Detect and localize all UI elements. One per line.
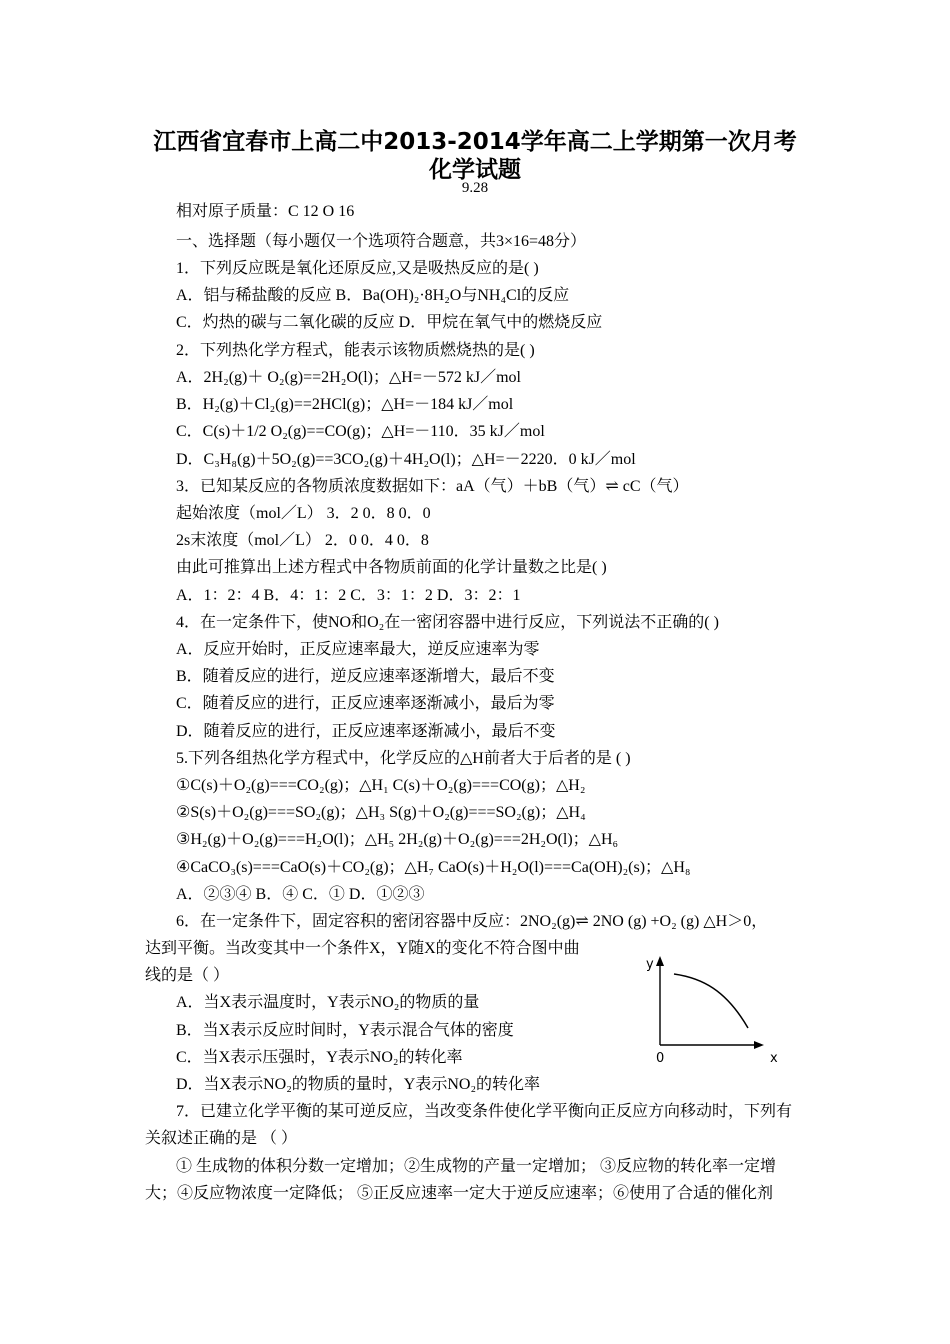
q5-group-3: ③H₂(g)＋O₂(g)===H₂O(l)；△H₅ 2H₂(g)＋O₂(g)===2H₂O(l)；△H₆ (176, 831, 619, 848)
q6-option-b: B．当X表示反应时间时，Y表示混合气体的密度 (176, 1022, 514, 1039)
x-axis-label: x (770, 1051, 778, 1066)
q1-options-ab: A．铝与稀盐酸的反应 B．Ba(OH)₂·8H₂O与NH₄Cl的反应 (176, 287, 570, 304)
q1-options-cd: C．灼热的碳与二氧化碳的反应 D．甲烷在氧气中的燃烧反应 (176, 314, 603, 331)
q3-options: A．1：2：4 B．4：1：2 C．3：1：2 D．3：2：1 (176, 587, 521, 604)
decreasing-curve (674, 974, 748, 1028)
exam-date: 9.28 (461, 180, 489, 196)
q3-final-concentration: 2s末浓度（mol／L） 2．0 0．4 0．8 (176, 532, 429, 549)
y-axis-label: y (646, 957, 654, 972)
q3-prompt: 由此可推算出上述方程式中各物质前面的化学计量数之比是( ) (176, 559, 607, 576)
q4-option-c: C．随着反应的进行，正反应速率逐渐减小，最后为零 (176, 695, 555, 712)
q6-option-d: D．当X表示NO₂的物质的量时，Y表示NO₂的转化率 (176, 1076, 541, 1093)
exam-subtitle: 化学试题 (429, 157, 521, 183)
question-2: 2．下列热化学方程式，能表示该物质燃烧热的是( ) (176, 342, 535, 359)
q4-option-b: B．随着反应的进行，逆反应速率逐渐增大，最后不变 (176, 668, 555, 685)
y-vs-x-curve-figure (640, 950, 790, 1070)
atomic-mass-line: 相对原子质量：C 12 O 16 (176, 203, 355, 220)
section-heading: 一、选择题（每小题仅一个选项符合题意，共3×16=48分） (176, 233, 587, 250)
question-4: 4．在一定条件下，使NO和O₂在一密闭容器中进行反应，下列说法不正确的( ) (176, 614, 719, 631)
q5-group-2: ②S(s)＋O₂(g)===SO₂(g)；△H₃ S(g)＋O₂(g)===SO₂(g)；△H₄ (176, 804, 586, 821)
question-3: 3．已知某反应的各物质浓度数据如下：aA（气）＋bB（气）⇌ cC（气） (176, 478, 689, 495)
exam-title: 江西省宜春市上高二中2013-2014学年高二上学期第一次月考 (153, 129, 797, 155)
q5-group-1: ①C(s)＋O₂(g)===CO₂(g)；△H₁ C(s)＋O₂(g)===CO(g)；△H₂ (176, 777, 586, 794)
q6-text-cont-2: 线的是（ ） (145, 967, 230, 984)
q7-statements-2: 大；④反应物浓度一定降低； ⑤正反应速率一定大于逆反应速率；⑥使用了合适的催化剂 (145, 1185, 774, 1202)
q6-option-c: C．当X表示压强时，Y表示NO₂的转化率 (176, 1049, 463, 1066)
q2-option-d: D．C₃H₈(g)＋5O₂(g)==3CO₂(g)＋4H₂O(l)；△H=－2220．0 kJ／mol (176, 451, 636, 468)
q6-option-a: A．当X表示温度时，Y表示NO₂的物质的量 (176, 994, 480, 1011)
question-5: 5.下列各组热化学方程式中，化学反应的△H前者大于后者的是 ( ) (176, 750, 631, 767)
q4-option-d: D．随着反应的进行，正反应速率逐渐减小，最后不变 (176, 723, 556, 740)
q2-option-a: A．2H₂(g)＋ O₂(g)==2H₂O(l)；△H=－572 kJ／mol (176, 369, 521, 386)
question-6: 6．在一定条件下，固定容积的密闭容器中反应：2NO₂(g)⇌ 2NO (g) +O₂ (g) △H＞0， (176, 913, 768, 930)
q7-text-cont: 关叙述正确的是 （ ） (145, 1130, 298, 1147)
q7-statements-1: ① 生成物的体积分数一定增加；②生成物的产量一定增加； ③反应物的转化率一定增 (176, 1158, 777, 1175)
x-axis-arrow-icon (754, 1041, 764, 1049)
q5-group-4: ④CaCO₃(s)===CaO(s)＋CO₂(g)；△H₇ CaO(s)＋H₂O(l)===Ca(OH)₂(s)；△H₈ (176, 859, 691, 876)
question-7: 7．已建立化学平衡的某可逆反应，当改变条件使化学平衡向正反应方向移动时，下列有 (176, 1103, 793, 1120)
question-1: 1．下列反应既是氧化还原反应,又是吸热反应的是( ) (176, 260, 539, 277)
q2-option-c: C．C(s)＋1/2 O₂(g)==CO(g)；△H=－110．35 kJ／mol (176, 423, 545, 440)
q4-option-a: A．反应开始时，正反应速率最大，逆反应速率为零 (176, 641, 540, 658)
q6-text-cont-1: 达到平衡。当改变其中一个条件X，Y随X的变化不符合图中曲 (145, 940, 580, 957)
q3-initial-concentration: 起始浓度（mol／L） 3．2 0．8 0．0 (176, 505, 431, 522)
q5-options: A．②③④ B．④ C．① D．①②③ (176, 886, 425, 903)
origin-label: 0 (656, 1051, 665, 1066)
q2-option-b: B．H₂(g)＋Cl₂(g)==2HCl(g)；△H=－184 kJ／mol (176, 396, 514, 413)
y-axis-arrow-icon (656, 956, 664, 966)
